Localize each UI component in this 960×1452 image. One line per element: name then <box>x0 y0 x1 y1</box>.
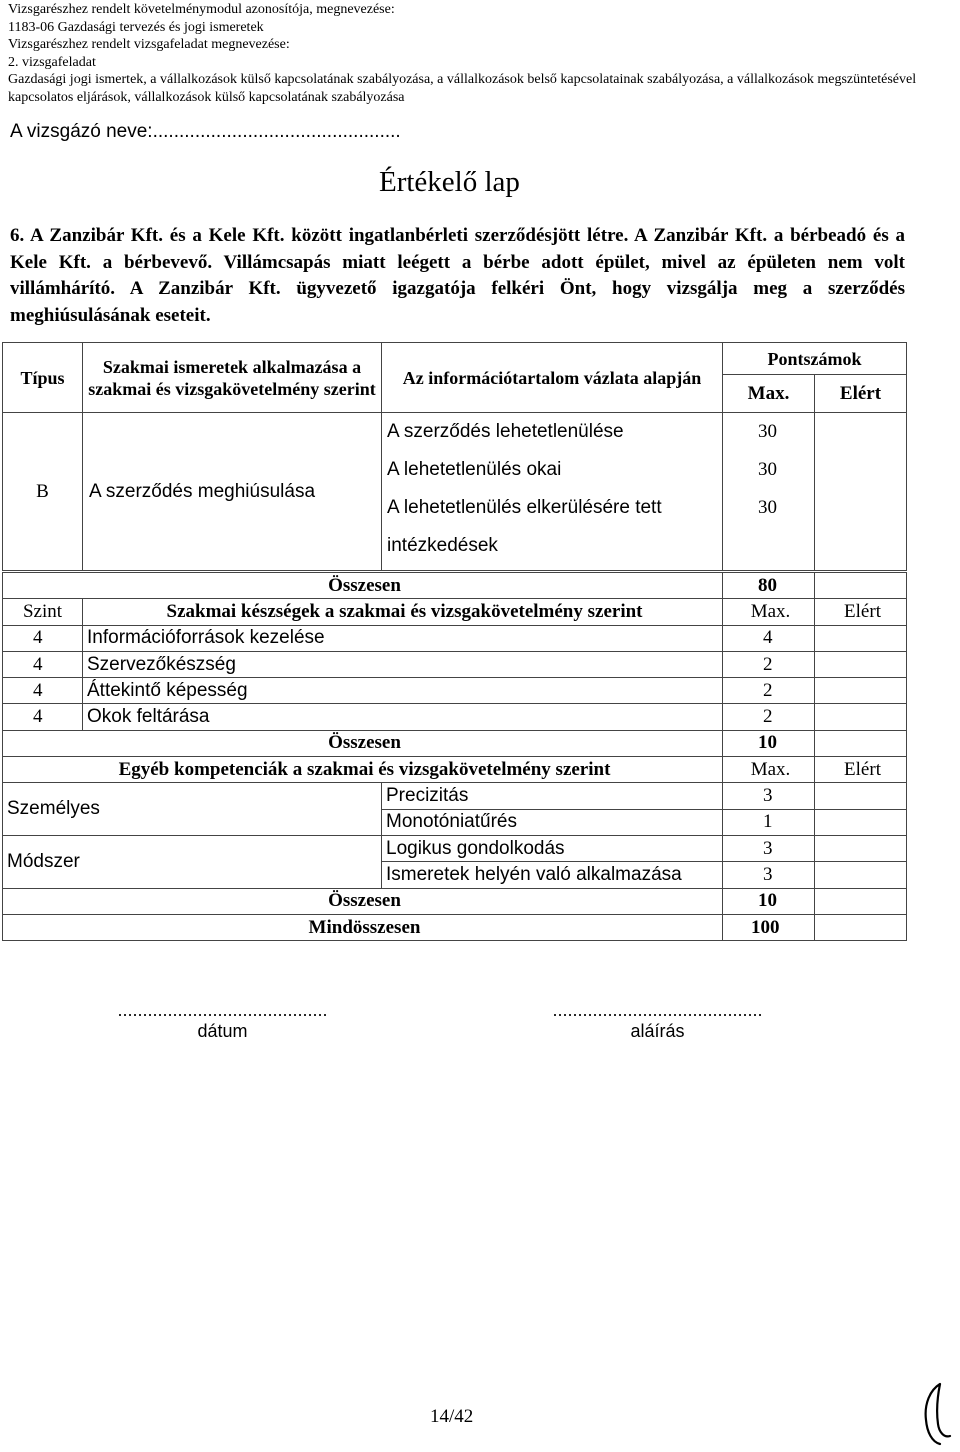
skill-achieved[interactable] <box>815 704 907 730</box>
table-row <box>3 651 907 677</box>
competence-max: 3 <box>723 862 815 888</box>
signature-label: aláírás <box>630 1021 685 1041</box>
subtotal-value: 10 <box>723 730 815 756</box>
max-value: 30 <box>758 421 777 442</box>
header-tipus: Típus <box>3 343 83 413</box>
date-label: dátum <box>197 1021 248 1041</box>
candidate-name-field: A vizsgázó neve:............................................... <box>10 121 401 142</box>
subtotal-achieved[interactable] <box>815 573 907 599</box>
skill-max: 2 <box>723 651 815 677</box>
skill-max: 2 <box>723 678 815 704</box>
grand-total-value: 100 <box>723 914 815 940</box>
header-elert: Elért <box>815 757 907 783</box>
max-value <box>758 527 814 565</box>
competence-name: Logikus gondolkodás <box>382 835 723 861</box>
subtotal-achieved[interactable] <box>815 888 907 914</box>
header-line-4: 2. vizsgafeladat <box>8 54 96 70</box>
signature-block <box>525 1000 790 1042</box>
competence-max: 3 <box>723 783 815 809</box>
max-points <box>723 413 815 571</box>
header-line-1: Vizsgarészhez rendelt követelménymodul azonosítója, megnevezése: <box>8 2 395 17</box>
table-row <box>3 625 907 651</box>
achieved-points[interactable] <box>815 413 907 571</box>
content-item: intézkedések <box>387 535 498 556</box>
content-item: A szerződés lehetetlenülése <box>387 421 624 442</box>
table-row <box>3 678 907 704</box>
date-block <box>90 1000 355 1042</box>
table-row <box>3 704 907 730</box>
knowledge-table <box>2 342 907 571</box>
skill-level: 4 <box>3 704 83 730</box>
page-number: 14/42 <box>430 1406 474 1427</box>
header-pontszamok: Pontszámok <box>723 343 907 375</box>
competence-name: Precizitás <box>382 783 723 809</box>
subtotal-value: 10 <box>723 888 815 914</box>
page-title: Értékelő lap <box>379 166 520 198</box>
competence-name: Ismeretek helyén való alkalmazása <box>382 862 723 888</box>
skill-name: Áttekintő képesség <box>83 678 723 704</box>
skill-max: 2 <box>723 704 815 730</box>
skill-level: 4 <box>3 678 83 704</box>
header-informaciotartalom: Az információtartalom vázlata alapján <box>382 343 723 413</box>
competence-category: Személyes <box>3 783 382 836</box>
content-items <box>382 413 723 571</box>
header-egyeb-kompetenciak: Egyéb kompetenciák a szakmai és vizsgakövetelmény szerint <box>3 757 723 783</box>
subtotal-label: Összesen <box>3 730 723 756</box>
grand-total-achieved[interactable] <box>815 914 907 940</box>
competence-max: 1 <box>723 809 815 835</box>
content-item: A lehetetlenülés elkerülésére tett <box>387 497 662 518</box>
skill-name: Okok feltárása <box>83 704 723 730</box>
subtotal-achieved[interactable] <box>815 730 907 756</box>
skills-table <box>2 572 907 941</box>
header-line-3: Vizsgarészhez rendelt vizsgafeladat megnevezése: <box>8 37 290 53</box>
document-header <box>8 1 953 107</box>
skill-max: 4 <box>723 625 815 651</box>
skill-name: Információforrások kezelése <box>83 625 723 651</box>
max-value: 30 <box>758 497 777 518</box>
skill-achieved[interactable] <box>815 625 907 651</box>
skill-level: 4 <box>3 651 83 677</box>
signature-line: .......................................... <box>552 1000 763 1020</box>
header-max: Max. <box>723 375 815 413</box>
competence-achieved[interactable] <box>815 783 907 809</box>
skill-level: 4 <box>3 625 83 651</box>
handwritten-initial-icon <box>918 1380 954 1448</box>
competence-achieved[interactable] <box>815 862 907 888</box>
header-szakmai-keszsegek: Szakmai készségek a szakmai és vizsgakövetelmény szerint <box>83 599 723 625</box>
skill-achieved[interactable] <box>815 651 907 677</box>
subtotal-value: 80 <box>723 573 815 599</box>
competence-max: 3 <box>723 835 815 861</box>
skill-name: Szervezőkészség <box>83 651 723 677</box>
header-line-2: 1183-06 Gazdasági tervezés és jogi ismeretek <box>8 19 264 35</box>
tipus-value: B <box>3 413 83 571</box>
content-item: A lehetetlenülés okai <box>387 459 562 480</box>
header-max: Max. <box>723 599 815 625</box>
topic-cell: A szerződés meghiúsulása <box>83 413 382 571</box>
grand-total-label: Mindösszesen <box>3 914 723 940</box>
table-row <box>3 835 907 861</box>
header-max: Max. <box>723 757 815 783</box>
competence-achieved[interactable] <box>815 835 907 861</box>
max-value: 30 <box>758 459 777 480</box>
task-description: 6. A Zanzibár Kft. és a Kele Kft. között ingatlanbérleti szerződésjött létre. A Zanzibár Kft. a bérbeadó és a Kele Kft. a bérbevevő. Villámcsapás miatt leégett a bérbe adott épület, mivel az épületen nem volt villámhárító. A Zanzibár Kft. ügyvezető igazgatója felkéri Önt, hogy vizsgálja meg a szerződés meghiúsulásának eseteit. <box>10 225 905 326</box>
header-line-5: Gazdasági jogi ismertek, a vállalkozások külső kapcsolatának szabályozása, a vállalkozások belső kapcsolatainak szabályozása, a vállalkozások megszüntetésével kapcsolatos eljárások, vállalkozások külső kapcsolatának szabályozása <box>8 72 917 105</box>
header-szint: Szint <box>3 599 83 625</box>
competence-achieved[interactable] <box>815 809 907 835</box>
table-row <box>3 783 907 809</box>
header-elert: Elért <box>815 599 907 625</box>
competence-name: Monotóniatűrés <box>382 809 723 835</box>
skill-achieved[interactable] <box>815 678 907 704</box>
subtotal-label: Összesen <box>3 573 723 599</box>
competence-category: Módszer <box>3 835 382 888</box>
date-line: .......................................... <box>117 1000 328 1020</box>
header-szakmai-ismeretek: Szakmai ismeretek alkalmazása a szakmai és vizsgakövetelmény szerint <box>83 343 382 413</box>
header-elert: Elért <box>815 375 907 413</box>
subtotal-label: Összesen <box>3 888 723 914</box>
